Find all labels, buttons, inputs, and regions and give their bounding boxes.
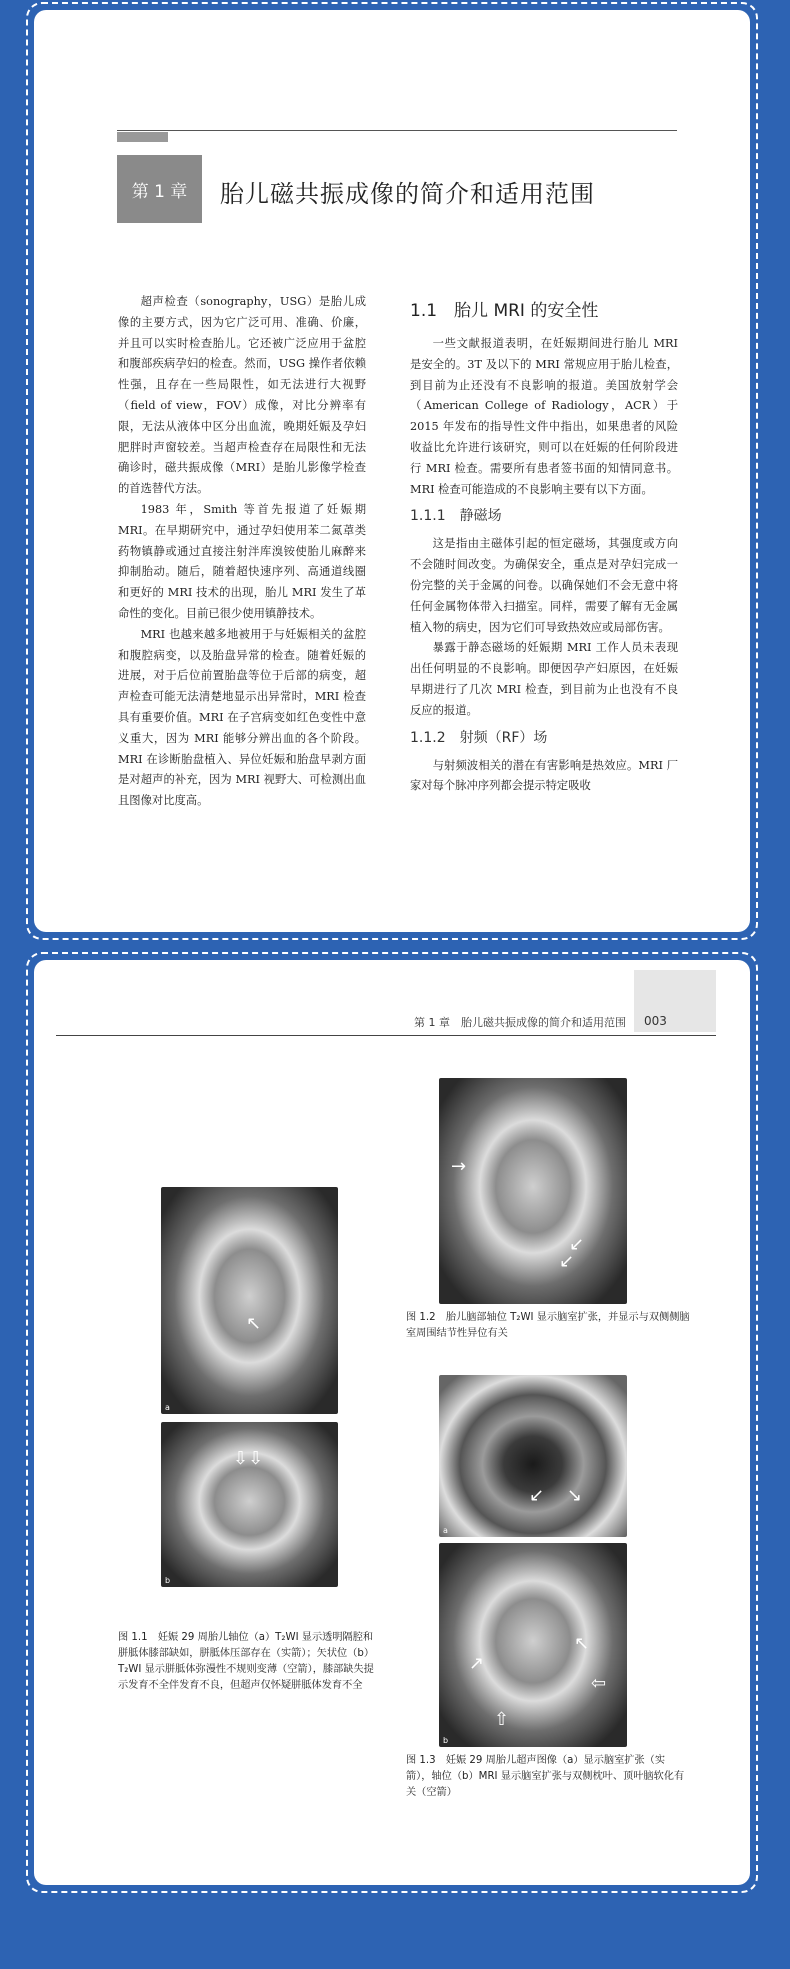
arrow-icon: ↖ [246,1313,262,1334]
body-paragraph: 1983 年，Smith 等首先报道了妊娠期 MRI。在早期研究中，通过孕妇使用苯二氮䓬类药物镇静或通过直接注射泮库溴铵使胎儿麻醉来抑制胎动。随后，随着超快速序列、高通道线圈和更好的 MRI 技术的出现，胎儿 MRI 发生了革命性的变化。目前已很少使用镇静技术。 [118,502,366,620]
body-paragraph: 超声检查（sonography，USG）是胎儿成像的主要方式，因为它广泛可用、准确、价廉，并且可以实时检查胎儿。它还被广泛应用于盆腔和腹部疾病孕妇的检查。然而，USG 操作者依赖性强，且存在一些局限性，如无法进行大视野（field of view，FOV）成像，对比分辨率有限，无法从液体中区分出血流，晚期妊娠及孕妇肥胖时声窗较差。当超声检查存在局限性和无法确诊时，磁共振成像（MRI）是胎儿影像学检查的首选替代方法。 [118,295,366,496]
panel-label: b [443,1736,449,1745]
chapter-title: 胎儿磁共振成像的简介和适用范围 [220,180,595,208]
right-column [410,292,678,797]
panel-label: b [165,1576,171,1585]
figure-1-3a-image [439,1375,627,1537]
figure-1-3-caption: 图 1.3 妊娠 29 周胎儿超声图像（a）显示脑室扩张（实箭），轴位（b）MRI 显示脑室扩张与双侧枕叶、顶叶脑软化有关（空箭） [406,1755,685,1798]
running-head: 第 1 章 胎儿磁共振成像的简介和适用范围 [414,1016,626,1029]
panel-label: a [443,1526,448,1535]
figure-1-1a-image [161,1187,338,1414]
chapter-label: 第 1 章 [117,155,202,223]
section-heading-1-1-2: 1.1.2 射频（RF）场 [410,729,548,746]
body-paragraph: 一些文献报道表明，在妊娠期间进行胎儿 MRI 是安全的。3T 及以下的 MRI 常规应用于胎儿检查，到目前为止还没有不良影响的报道。美国放射学会（American College of Radiology，ACR）于 2015 年发布的指导性文件中指出，如果患者的风险收益比允许进行该研究，则可以在妊娠的任何阶段进行 MRI 检查。需要所有患者签书面的知情同意书。MRI 检查可能造成的不良影响主要有以下方面。 [410,337,678,496]
body-paragraph: 暴露于静态磁场的妊娠期 MRI 工作人员未表现出任何明显的不良影响。即便因孕产妇原因，在妊娠早期进行了几次 MRI 检查，到目前为止也没有不良反应的报道。 [410,641,678,717]
section-heading-1-1: 1.1 胎儿 MRI 的安全性 [410,301,599,321]
figure-1-2-caption: 图 1.2 胎儿脑部轴位 T₂WI 显示脑室扩张，并显示与双侧侧脑室周围结节性异位有关 [406,1312,690,1339]
figure-1-1-caption: 图 1.1 妊娠 29 周胎儿轴位（a）T₂WI 显示透明隔腔和胼胝体膝部缺如，胼胝体压部存在（实箭）；矢状位（b）T₂WI 显示胼胝体弥漫性不规则变薄（空箭），膝部缺失提示发育不全伴发育不良，但超声仅怀疑胼胝体发育不全 [118,1632,374,1691]
arrow-icon: ↙ [569,1234,585,1255]
section-heading-1-1-1: 1.1.1 静磁场 [410,508,502,525]
figure-1-1b-image [161,1422,338,1587]
running-head-rule [56,1035,716,1036]
arrow-icon: ↙ [529,1485,545,1506]
arrow-icon: ↖ [574,1633,590,1654]
arrow-icon: ↗ [469,1653,485,1674]
figure-1-2-image [439,1078,627,1304]
figure-1-3b-image [439,1543,627,1747]
header-rule [117,130,677,131]
document-page-1 [34,10,750,932]
header-rule-accent [117,132,168,142]
body-paragraph: 这是指由主磁体引起的恒定磁场，其强度或方向不会随时间改变。为确保安全，重点是对孕妇完成一份完整的关于金属的问卷。以确保她们不会无意中将任何金属物体带入扫描室。同样，需要了解有无金属植入物的病史，因为它们可导致热效应或局部伤害。 [410,537,678,634]
hollow-arrow-icon: ⇩⇩ [233,1448,264,1469]
left-column [118,292,366,812]
panel-label: a [165,1403,170,1412]
document-page-2 [34,960,750,1885]
arrow-icon: → [451,1156,467,1177]
arrow-icon: ↙ [559,1251,575,1272]
body-paragraph: 与射频波相关的潜在有害影响是热效应。MRI 厂家对每个脉冲序列都会提示特定吸收 [410,758,678,793]
body-paragraph: MRI 也越来越多地被用于与妊娠相关的盆腔和腹腔病变，以及胎盘异常的检查。随着妊娠的进展，对于后位前置胎盘等位于后部的病变，超声检查可能无法清楚地显示出异常时，MRI 检查具有重要价值。MRI 在子宫病变如红色变性中意义重大，因为 MRI 能够分辨出血的各个阶段。MRI 在诊断胎盘植入、异位妊娠和胎盘早剥方面是对超声的补充，因为 MRI 视野大、可检测出血且图像对比度高。 [118,627,366,808]
hollow-arrow-icon: ⇧ [494,1709,510,1730]
arrow-icon: ↘ [567,1485,583,1506]
hollow-arrow-icon: ⇦ [591,1673,607,1694]
page-number: 003 [644,1014,667,1028]
